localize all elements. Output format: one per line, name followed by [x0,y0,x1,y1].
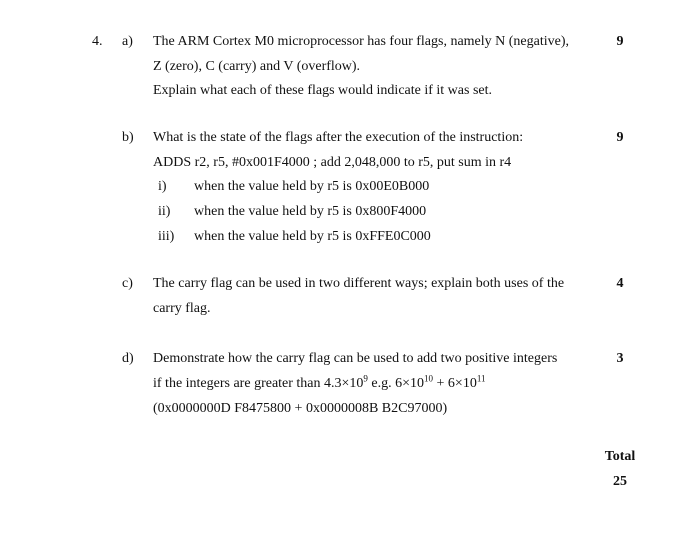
part-d-label: d) [122,351,134,366]
part-c-line-1: The carry flag can be used in two different ways; explain both uses of the [153,276,565,291]
part-c-line-2: carry flag. [153,301,211,316]
part-b-item-3-text: when the value held by r5 is 0xFFE0C000 [194,229,431,244]
part-c-marks: 4 [616,276,624,291]
part-b-item-2-numeral: ii) [158,204,171,219]
part-d-line-1: Demonstrate how the carry flag can be used to add two positive integers [153,351,558,366]
part-d-line-2-mid-2: + 6×10 [433,376,477,391]
part-d-exponent-3: 11 [476,373,486,384]
part-d-line-2 [153,375,486,393]
part-b-item-1-text: when the value held by r5 is 0x00E0B000 [194,179,430,194]
part-b-line-1: What is the state of the flags after the execution of the instruction: [153,130,524,145]
part-a-line-2: Z (zero), C (carry) and V (overflow). [153,59,361,74]
part-c-label: c) [122,276,133,291]
part-d-exponent-2: 10 [424,373,434,384]
part-b-item-1-numeral: i) [158,179,167,194]
part-a-label: a) [122,34,133,49]
part-b-label: b) [122,130,134,145]
part-d-line-3: (0x0000000D F8475800 + 0x0000008B B2C97000) [153,401,448,416]
part-a-line-3: Explain what each of these flags would indicate if it was set. [153,83,493,98]
part-a-line-1: The ARM Cortex M0 microprocessor has four flags, namely N (negative), [153,34,570,49]
part-b-item-2-text: when the value held by r5 is 0x800F4000 [194,204,427,219]
total-marks: 25 [613,474,627,489]
part-d-exponent-1: 9 [363,373,368,384]
part-d-marks: 3 [616,351,624,366]
total-label: Total [604,449,636,464]
part-a-marks: 9 [616,34,624,49]
part-b-item-3-numeral: iii) [158,229,175,244]
question-number: 4. [92,34,103,49]
part-b-line-2: ADDS r2, r5, #0x001F4000 ; add 2,048,000 to r5, put sum in r4 [153,155,512,170]
part-b-marks: 9 [616,130,624,145]
part-d-line-2-mid-1: e.g. 6×10 [367,376,425,391]
part-d-line-2-pre: if the integers are greater than 4.3×10 [153,376,364,391]
